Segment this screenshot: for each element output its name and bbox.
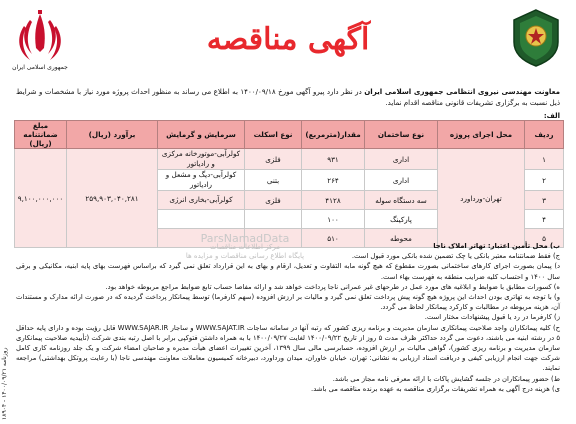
watermark-line: پایگاه اطلاع رسانی مناقصات و مزایده ها: [185, 252, 305, 260]
row-number: ۲: [525, 170, 564, 191]
building-type: اداری: [365, 149, 438, 170]
col-header: نوع اسکلت: [245, 121, 302, 149]
building-type: سه دستگاه سوله: [365, 191, 438, 210]
project-location: تهران-ورداورد: [438, 149, 525, 248]
page-title: آگهی مناقصه: [206, 22, 370, 57]
hvac-type: کولرآبی-بخاری انرژی: [158, 191, 245, 210]
row-number: ۵: [525, 229, 564, 248]
col-header: مبلغ ضمانتنامه (ریال): [15, 121, 67, 149]
table-row: [15, 149, 564, 170]
hvac-type: کولرآبی-دیگ و مشعل و رادیاتور: [158, 170, 245, 191]
col-header: مقدار(مترمربع): [302, 121, 365, 149]
guarantee-value: ۹,۱۰۰,۰۰۰,۰۰۰: [15, 149, 67, 248]
note-item: د) پیمان بصورت اجرای کارهای ساختمانی بصورت مقطوع که هیچ گونه مابه التفاوت و تعدیل، ارقام و بهای به این قرارداد تعلق نمی گیرد که براساس فهرست بهای پایه ابنیه، مکانیکی و برقی سال ۱۴۰۰ و احتساب کلیه ضرایب منطقه به فهرست بهاء است.: [16, 262, 560, 281]
row-number: ۳: [525, 191, 564, 210]
table-header-row: [15, 121, 564, 149]
row-number: ۱: [525, 149, 564, 170]
note-item: ط) حضور پیمانکاران در جلسه گشایش پاکات با ارائه معرفی نامه مجاز می باشد.: [332, 374, 560, 383]
emblem-caption: جمهوری اسلامی ایران: [12, 64, 68, 71]
frame-type: بتنی: [245, 170, 302, 191]
hvac-type: [158, 210, 245, 229]
note-item: ح) کلیه پیمانکاران واجد صلاحیت پیمانکاری سازمان مدیریت و برنامه ریزی کشور که رتبه آنها در سامانه ساجات WWW.SAJAT.IR و ساجار WWW.SAJAR.IR قابل رؤیت بوده و دارای پایه حداقل ۵ در رشته ابنیه می باشند، دعوت می گردد حداکثر ظرف مدت ۵ روز از تاریخ ۱۴۰۰/۰۹/۲۲ لغایت ۱۴۰۰/۰۹/۲۷ با به همراه داشتن فتوکپی برابر با اصل رتبه بندی شرکت (تأییدیه صلاحیت پیمانکاری سازمان مدیریت و برنامه ریزی کشور)، گواهی مالیات بر ارزش افزوده، حسابرسی مالی سال ۱۳۹۹، آخرین تغییرات اعضای هیأت مدیره و صاحبان امضاء شرکت و یک جلد روزنامه کاری کامل شرکت جهت انجام ارزیابی کیفی و دریافت اسناد ارزیابی به نشانی: تهران، خیابان خاوران، میدان ورداورد، دبیرخانه کمیسیون معاملات معاونت مهندسی ناجا (با رعایت پروتکل بهداشتی) مراجعه نمایند.: [16, 323, 561, 373]
issuer-name: معاونت مهندسی نیروی انتظامی جمهوری اسلامی ایران: [364, 87, 560, 96]
estimate-value: ۲۵۹,۹۰۳,۰۴۰,۲۸۱: [67, 149, 158, 248]
area-value: ۹۳۱: [302, 149, 365, 170]
col-header: ردیف: [525, 121, 564, 149]
section-label: الف:: [543, 112, 560, 120]
frame-type: فلزی: [245, 191, 302, 210]
area-value: ۱۰۰: [302, 210, 365, 229]
note-item: و) با توجه به تهاتری بودن احداث این پروژه هیچ گونه پیش پرداخت تعلق نمی گیرد و مالیات بر ارزش افزوده (سهم کارفرما) توسط پیمانکار پرداخت گردیده که در صورت ارائه مدارک و مستندات آن، هزینه مربوطه در مطالبات و کارکرد پیمانکار لحاظ می گردد.: [16, 293, 560, 312]
note-item: ج) فقط ضمانتنامه معتبر بانکی یا چک تضمین شده بانکی مورد قبول است.: [351, 252, 560, 261]
intro-paragraph: [16, 86, 560, 108]
col-header: سرمایش و گرمایش: [158, 121, 245, 149]
frame-type: [245, 210, 302, 229]
building-type: محوطه: [365, 229, 438, 248]
intro-text: در نظر دارد پیرو آگهی مورخ ۱۴۰۰/۰۹/۱۸ به اطلاع می رساند به منظور احداث پروژه مورد نیاز با مشخصات و شرایط ذیل نسبت به برگزاری تشریفات قانونی مناقصه اقدام نماید.: [16, 87, 560, 107]
area-value: ۴۱۲۸: [302, 191, 365, 210]
note-item: ه) کسورات مطابق با ضوابط و ابلاغیه های مورد عمل در طرحهای غیر عمرانی ناجا پرداخت خواهد شد و ارائه مفاصا حساب تابع ضوابط مراجع مربوطه خواهد بود.: [105, 282, 560, 291]
building-type: اداری: [365, 170, 438, 191]
col-header: برآورد (ریال): [67, 121, 158, 149]
col-header: نوع ساختمان: [365, 121, 438, 149]
conditions-list: [16, 241, 560, 394]
col-header: محل اجرای پروژه: [438, 121, 525, 149]
watermark-line: مرکز اطلاعات مناقصات: [210, 243, 280, 251]
projects-table: [14, 120, 564, 248]
note-item: ب) محل تأمین اعتبار: تهاتر املاک ناجا: [433, 242, 560, 250]
note-item: ز) کارفرما در رد یا قبول پیشنهادات مختار است.: [424, 313, 560, 322]
watermark-brand: ParsNamadData: [200, 232, 290, 245]
row-number: ۴: [525, 210, 564, 229]
hvac-type: کولرآبی-موتورخانه مرکزی و رادیاتور: [158, 149, 245, 170]
frame-type: فلزی: [245, 149, 302, 170]
area-value: ۵۱۰: [302, 229, 365, 248]
building-type: پارکینگ: [365, 210, 438, 229]
area-value: ۲۶۴: [302, 170, 365, 191]
note-item: ی) هزینه درج آگهی به همراه تشریفات برگزاری مناقصه به عهده برنده مناقصه می باشد.: [311, 384, 560, 393]
newspaper-reference: روزنامه ۱۴۰۰/۰۹/۲۱ - ۱۸۹۰۴: [1, 347, 8, 420]
